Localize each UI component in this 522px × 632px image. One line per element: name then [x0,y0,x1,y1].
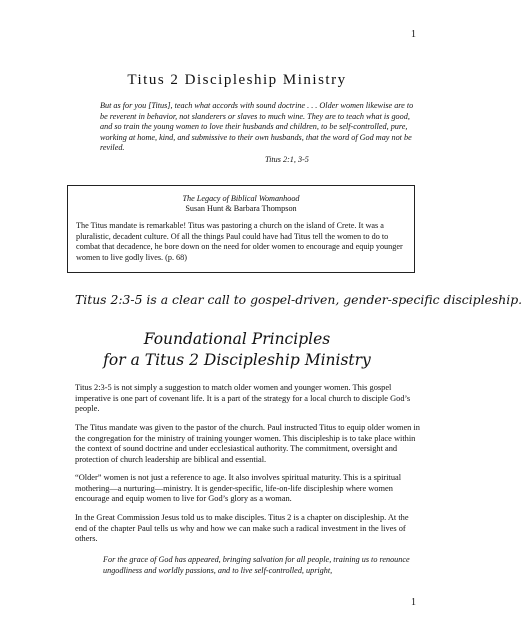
section-heading-line2: for a Titus 2 Discipleship Ministry [103,351,371,369]
paragraph-3: “Older” women is not just a reference to age. It also involves spiritual maturity. This is a spiritual mothering—a nurturing—ministry. It is gender-specific, life-on-life discipleship where women encourage and equip women to live for God’s glory as a woman. [75,473,402,504]
page-number-bottom: 1 [411,597,416,608]
tagline: Titus 2:3-5 is a clear call to gospel-driven, gender-specific discipleship. [75,292,522,307]
quote-box [67,185,415,273]
page-number-top: 1 [411,29,416,40]
quote-authors: Susan Hunt & Barbara Thompson [185,204,297,213]
paragraph-4: In the Great Commission Jesus told us to make disciples. Titus 2 is a chapter on discipleship. At the end of the chapter Paul tells us why and how we can make such a radical investment in the lives of others. [75,513,409,544]
closing-scripture: For the grace of God has appeared, bringing salvation for all people, training us to renounce ungodliness and worldly passions, and to live self-controlled, upright, [103,555,410,575]
epigraph-scripture: But as for you [Titus], teach what accords with sound doctrine . . . Older women likewise are to be reverent in behavior, not slanderers or slaves to much wine. They are to teach what is good, and so train the young women to love their husbands and children, to be self-controlled, pure, working at home, kind, and submissive to their own husbands, that the word of God may not be reviled. [100,101,414,153]
page-title: Titus 2 Discipleship Ministry [127,72,347,88]
section-heading-line1: Foundational Principles [143,330,331,348]
quote-text: The Titus mandate is remarkable! Titus was pastoring a church on the island of Crete. It was a pluralistic, decadent culture. Of all the things Paul could have had Titus tell the women to do to combat that decadence, he bore down on the need for older women to encourage and equip younger women to live godly lives. (p. 68) [76,221,403,262]
paragraph-2: The Titus mandate was given to the pastor of the church. Paul instructed Titus to equip older women in the congregation for the ministry of training younger women. This discipleship is to take place within the context of sound doctrine and under ecclesiastical authority. The commitment, oversight and protection of church leadership are biblical and essential. [75,423,420,464]
paragraph-1: Titus 2:3-5 is not simply a suggestion to match older women and younger women. This gospel imperative is one part of covenant life. It is a part of the strategy for a local church to disciple God’s people. [75,383,411,414]
quote-book-title: The Legacy of Biblical Womanhood [182,194,300,203]
epigraph-reference: Titus 2:1, 3-5 [265,155,309,164]
